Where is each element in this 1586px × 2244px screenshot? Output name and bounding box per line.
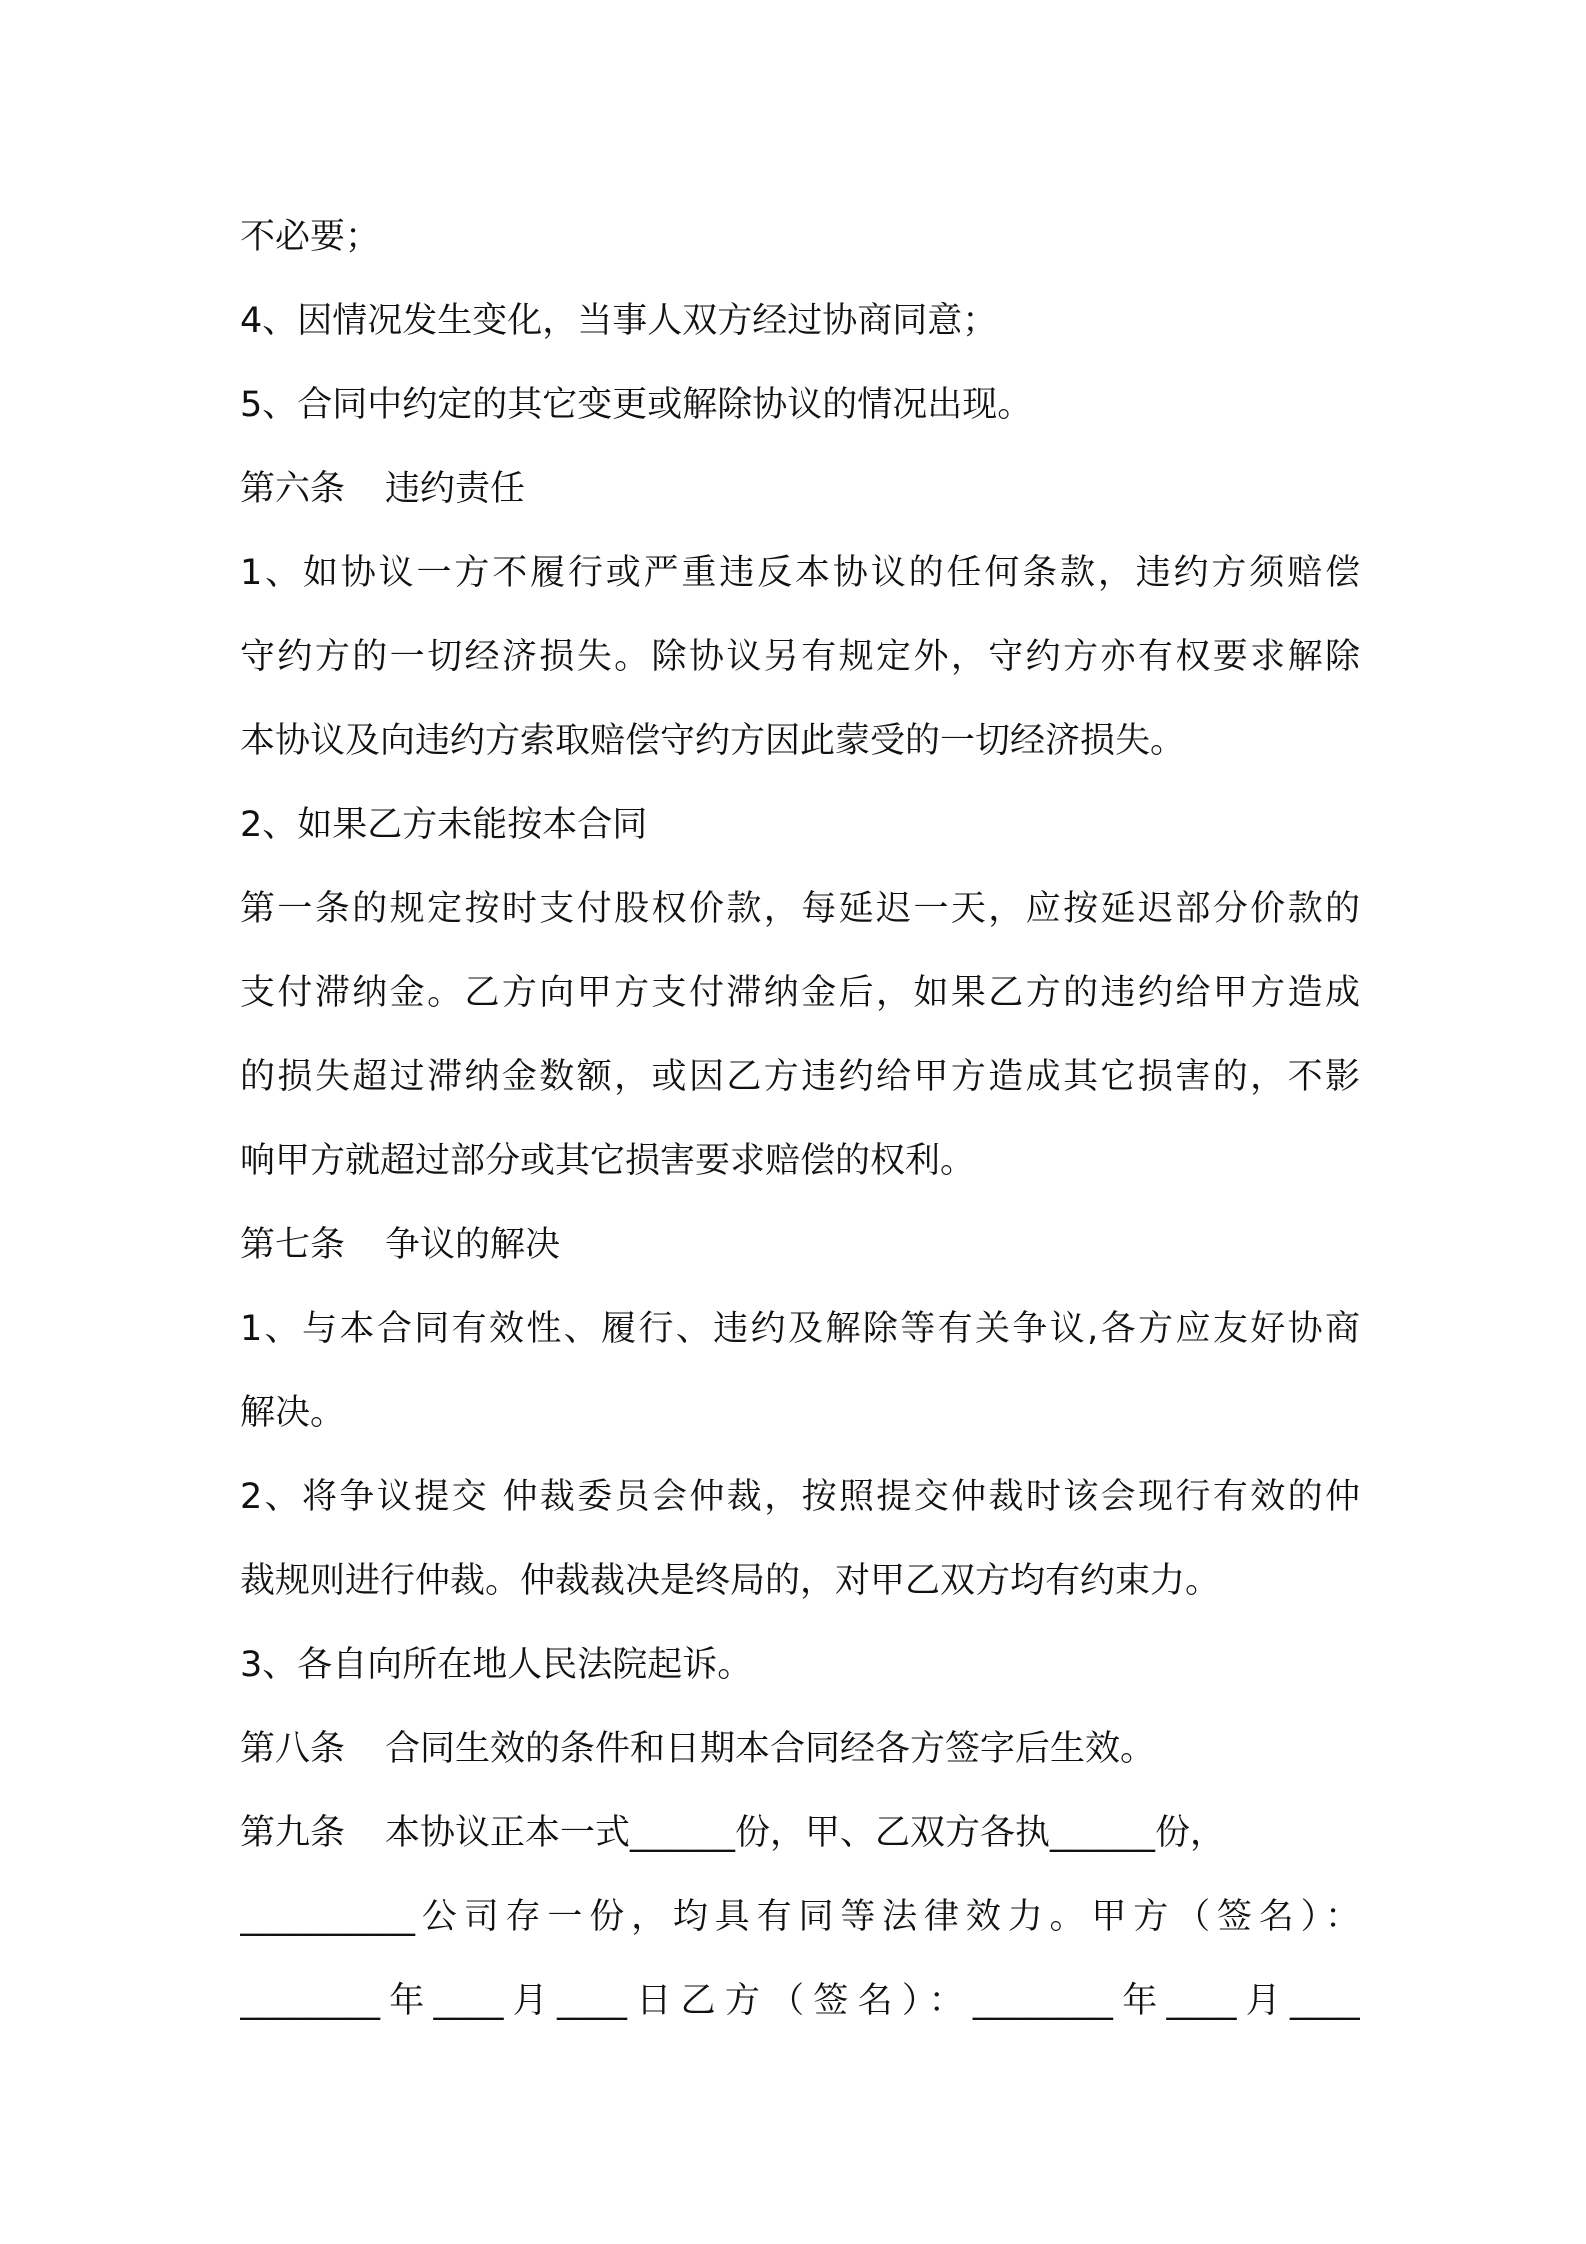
article-number: 第六条 [240,469,346,509]
article-title: 本协议正本一式______份，甲、乙双方各执______份， [385,1813,1226,1853]
text-line: 本协议及向违约方索取赔偿守约方因此蒙受的一切经济损失。 [240,721,1186,761]
text-line: 1、如协议一方不履行或严重违反本协议的任何条款，违约方须赔偿 [240,553,1360,593]
article-heading [240,1203,1360,1287]
text-line: 不必要； [240,217,381,257]
article-number: 第八条 [240,1729,346,1769]
text-line: 3、各自向所在地人民法院起诉。 [240,1645,753,1685]
text-line: 支付滞纳金。乙方向甲方支付滞纳金后，如果乙方的违约给甲方造成 [240,973,1360,1013]
text-line: 1、与本合同有效性、履行、违约及解除等有关争议,各方应友好协商 [240,1309,1360,1349]
text-line: 的损失超过滞纳金数额，或因乙方违约给甲方造成其它损害的，不影 [240,1057,1360,1097]
article-number: 第七条 [240,1225,346,1265]
text-line: 2、如果乙方未能按本合同 [240,805,648,845]
text-line: 裁规则进行仲裁。仲裁裁决是终局的，对甲乙双方均有约束力。 [240,1561,1221,1601]
article-title: 合同生效的条件和日期本合同经各方签字后生效。 [385,1729,1156,1769]
article-number: 第九条 [240,1813,346,1853]
article-heading [240,447,1360,531]
text-line: 4、因情况发生变化，当事人双方经过协商同意； [240,301,998,341]
article-title: 争议的解决 [385,1225,561,1265]
signature-line: __________公司存一份，均具有同等法律效力。甲方（签名）： [240,1897,1360,1937]
article-heading [240,1707,1360,1791]
article-title: 违约责任 [385,469,526,509]
signature-date-line: ________年____月____日乙方（签名）：________年____月____ [240,1981,1360,2021]
text-line: 第一条的规定按时支付股权价款，每延迟一天，应按延迟部分价款的 [240,889,1360,929]
article-heading [240,1791,1360,1875]
text-line: 响甲方就超过部分或其它损害要求赔偿的权利。 [240,1141,976,1181]
text-line: 5、合同中约定的其它变更或解除协议的情况出现。 [240,385,1033,425]
text-line: 守约方的一切经济损失。除协议另有规定外，守约方亦有权要求解除 [240,637,1360,677]
text-line: 解决。 [240,1393,346,1433]
document-body [240,195,1360,2043]
text-line: 2、将争议提交 仲裁委员会仲裁，按照提交仲裁时该会现行有效的仲 [240,1477,1360,1517]
